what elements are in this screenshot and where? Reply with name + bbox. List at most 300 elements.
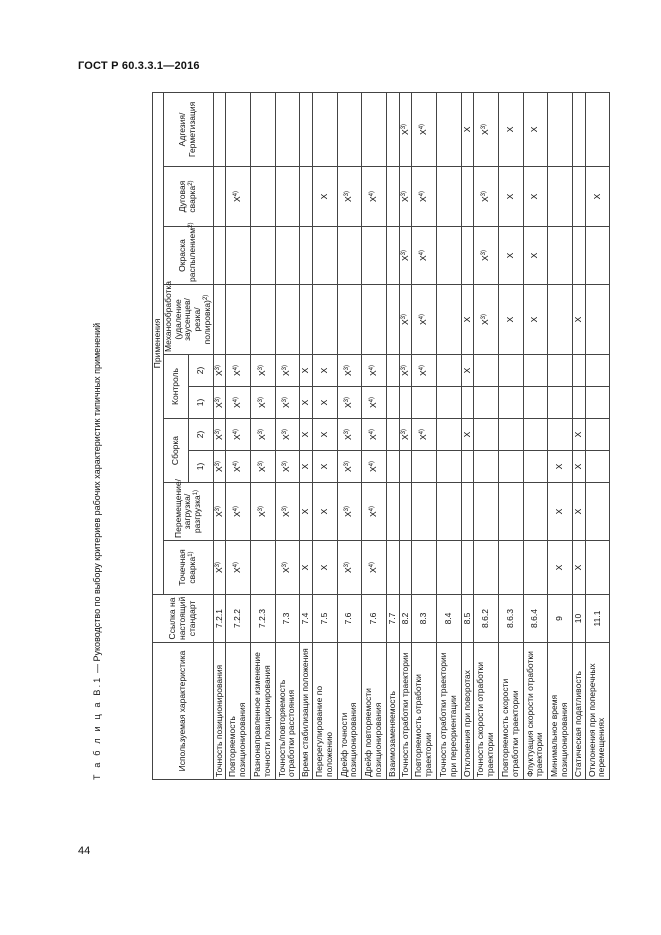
mark-cell bbox=[226, 285, 251, 355]
mark-symbol: X bbox=[368, 370, 379, 377]
mark-symbol: X bbox=[368, 567, 379, 574]
mark-cell bbox=[499, 92, 524, 166]
mark-symbol: X bbox=[368, 466, 379, 473]
mark-note: 4) bbox=[233, 191, 240, 197]
mark-cell bbox=[362, 355, 387, 387]
mark-cell bbox=[437, 419, 462, 451]
mark-symbol: X bbox=[232, 511, 243, 518]
mark-cell bbox=[251, 355, 276, 387]
mark-symbol: X bbox=[461, 126, 472, 133]
mark-cell bbox=[213, 541, 226, 595]
mark-cell bbox=[585, 387, 610, 419]
mark-cell bbox=[585, 227, 610, 285]
mark-cell bbox=[412, 167, 437, 227]
col-control-2: 2) bbox=[188, 355, 213, 387]
mark-cell bbox=[585, 451, 610, 483]
mark-cell bbox=[499, 483, 524, 541]
mark-cell bbox=[251, 167, 276, 227]
mark-cell bbox=[461, 483, 474, 541]
mark-cell bbox=[386, 387, 399, 419]
mark-cell bbox=[275, 419, 300, 451]
table-row bbox=[251, 92, 276, 779]
table-row bbox=[313, 92, 338, 779]
mark-cell bbox=[362, 167, 387, 227]
table-row bbox=[226, 92, 251, 779]
mark-cell bbox=[300, 167, 313, 227]
table-row bbox=[386, 92, 399, 779]
reference-cell: 7.2.3 bbox=[251, 595, 276, 643]
mark-cell bbox=[399, 387, 412, 419]
mark-symbol: X bbox=[343, 466, 354, 473]
mark-note: 4) bbox=[419, 250, 426, 256]
mark-cell bbox=[412, 483, 437, 541]
mark-cell bbox=[226, 387, 251, 419]
mark-cell bbox=[337, 483, 362, 541]
mark-cell bbox=[585, 419, 610, 451]
mark-note: 3) bbox=[282, 365, 289, 371]
mark-symbol: X bbox=[480, 129, 491, 135]
characteristic-cell: Статическая податливость bbox=[572, 643, 585, 780]
mark-cell bbox=[399, 419, 412, 451]
mark-cell bbox=[213, 451, 226, 483]
mark-symbol: X bbox=[368, 434, 379, 441]
mark-cell bbox=[251, 92, 276, 166]
mark-cell bbox=[499, 167, 524, 227]
mark-cell bbox=[275, 227, 300, 285]
mark-note: 3) bbox=[400, 429, 407, 435]
requirements-table bbox=[152, 92, 610, 780]
mark-note: 3) bbox=[214, 397, 221, 403]
mark-note: 3) bbox=[400, 250, 407, 256]
table-row bbox=[499, 92, 524, 779]
mark-cell bbox=[213, 285, 226, 355]
mark-note: 4) bbox=[419, 314, 426, 320]
mark-symbol: X bbox=[281, 567, 292, 574]
mark-cell bbox=[275, 285, 300, 355]
mark-cell bbox=[300, 451, 313, 483]
mark-cell bbox=[461, 227, 474, 285]
mark-cell bbox=[499, 451, 524, 483]
mark-symbol: X bbox=[300, 431, 311, 438]
mark-note: 3) bbox=[344, 562, 351, 568]
col-arc-welding-text: Дуговая сварка bbox=[177, 180, 198, 213]
mark-symbol: X bbox=[232, 402, 243, 409]
mark-symbol: X bbox=[281, 434, 292, 441]
mark-symbol: X bbox=[591, 193, 602, 200]
col-spot-welding-text: Точечная сварка bbox=[177, 549, 198, 586]
mark-note: 3) bbox=[344, 365, 351, 371]
reference-cell: 8.6.2 bbox=[474, 595, 499, 643]
mark-note: 3) bbox=[257, 506, 264, 512]
mark-cell bbox=[275, 451, 300, 483]
mark-symbol: X bbox=[343, 370, 354, 377]
mark-note: 3) bbox=[257, 461, 264, 467]
mark-cell bbox=[572, 387, 585, 419]
mark-cell bbox=[572, 541, 585, 595]
rotated-table-block bbox=[92, 93, 607, 780]
mark-cell bbox=[275, 541, 300, 595]
mark-cell bbox=[474, 167, 499, 227]
mark-note: 3) bbox=[344, 461, 351, 467]
mark-cell bbox=[226, 167, 251, 227]
mark-note: 3) bbox=[257, 365, 264, 371]
mark-cell bbox=[474, 355, 499, 387]
mark-cell bbox=[251, 483, 276, 541]
reference-cell: 7.2.1 bbox=[213, 595, 226, 643]
mark-symbol: X bbox=[399, 319, 410, 326]
mark-note: 4) bbox=[369, 191, 376, 197]
col-handling bbox=[163, 478, 213, 541]
mark-symbol: X bbox=[281, 466, 292, 473]
mark-symbol: X bbox=[213, 466, 224, 473]
characteristic-cell: Флуктуация скорости отработки траектории bbox=[523, 643, 548, 780]
mark-cell bbox=[474, 227, 499, 285]
mark-cell bbox=[437, 227, 462, 285]
table-row bbox=[213, 92, 226, 779]
mark-cell bbox=[213, 419, 226, 451]
mark-cell bbox=[399, 285, 412, 355]
mark-cell bbox=[300, 541, 313, 595]
mark-cell bbox=[412, 541, 437, 595]
mark-note: 3) bbox=[282, 562, 289, 568]
mark-cell bbox=[548, 167, 573, 227]
table-caption-text: — Руководство по выбору критериев рабочих характеристик типичных применений bbox=[92, 322, 102, 676]
mark-cell bbox=[226, 483, 251, 541]
mark-cell bbox=[548, 285, 573, 355]
mark-cell bbox=[412, 285, 437, 355]
mark-cell bbox=[437, 92, 462, 166]
mark-symbol: X bbox=[554, 564, 565, 571]
mark-cell bbox=[337, 285, 362, 355]
mark-cell bbox=[499, 355, 524, 387]
mark-symbol: X bbox=[399, 370, 410, 377]
col-arc-welding bbox=[163, 167, 213, 227]
mark-cell bbox=[412, 387, 437, 419]
mark-symbol: X bbox=[418, 129, 429, 135]
mark-symbol: X bbox=[418, 319, 429, 326]
mark-cell bbox=[437, 451, 462, 483]
mark-note: 4) bbox=[233, 461, 240, 467]
mark-cell bbox=[337, 419, 362, 451]
mark-cell bbox=[213, 387, 226, 419]
mark-symbol: X bbox=[232, 370, 243, 377]
mark-note: 4) bbox=[233, 562, 240, 568]
mark-cell bbox=[548, 541, 573, 595]
col-spot-welding-note: 1) bbox=[188, 551, 195, 557]
mark-cell bbox=[585, 285, 610, 355]
mark-cell bbox=[313, 355, 338, 387]
mark-cell bbox=[461, 387, 474, 419]
mark-cell bbox=[548, 92, 573, 166]
col-machining bbox=[162, 280, 213, 355]
mark-symbol: X bbox=[318, 193, 329, 200]
reference-cell: 8.6.3 bbox=[499, 595, 524, 643]
table-row bbox=[300, 92, 313, 779]
table-row bbox=[572, 92, 585, 779]
col-painting-text: Окраска распылением bbox=[177, 227, 198, 282]
mark-cell bbox=[499, 285, 524, 355]
mark-symbol: X bbox=[399, 196, 410, 203]
mark-symbol: X bbox=[256, 434, 267, 441]
mark-note: 4) bbox=[233, 506, 240, 512]
mark-cell bbox=[313, 92, 338, 166]
mark-note: 4) bbox=[369, 397, 376, 403]
mark-cell bbox=[399, 483, 412, 541]
mark-symbol: X bbox=[399, 129, 410, 135]
table-row bbox=[275, 92, 300, 779]
reference-cell: 7.3 bbox=[275, 595, 300, 643]
col-control: Контроль bbox=[163, 355, 188, 419]
mark-cell bbox=[461, 92, 474, 166]
table-caption bbox=[92, 93, 102, 780]
table-row bbox=[362, 92, 387, 779]
table-row bbox=[399, 92, 412, 779]
mark-symbol: X bbox=[318, 564, 329, 571]
mark-symbol: X bbox=[399, 255, 410, 262]
mark-symbol: X bbox=[504, 193, 515, 200]
mark-symbol: X bbox=[256, 466, 267, 473]
mark-cell bbox=[523, 541, 548, 595]
col-handling-note: 1) bbox=[193, 489, 200, 496]
mark-symbol: X bbox=[572, 431, 583, 438]
col-spot-welding bbox=[163, 541, 213, 595]
mark-symbol: X bbox=[554, 463, 565, 470]
mark-cell bbox=[572, 285, 585, 355]
col-assembly: Сборка bbox=[163, 419, 188, 483]
mark-symbol: X bbox=[554, 508, 565, 515]
mark-cell bbox=[213, 92, 226, 166]
mark-cell bbox=[213, 483, 226, 541]
characteristic-cell: Точность скорости отработки траектории bbox=[474, 643, 499, 780]
reference-cell: 7.6 bbox=[337, 595, 362, 643]
col-control-1: 1) bbox=[188, 387, 213, 419]
characteristic-cell: Точность/повторяемость отработки расстояния bbox=[275, 643, 300, 780]
mark-cell bbox=[213, 227, 226, 285]
mark-cell bbox=[275, 92, 300, 166]
mark-cell bbox=[461, 451, 474, 483]
mark-note: 3) bbox=[344, 397, 351, 403]
table-row bbox=[474, 92, 499, 779]
mark-cell bbox=[548, 387, 573, 419]
mark-cell bbox=[461, 541, 474, 595]
mark-cell bbox=[337, 355, 362, 387]
mark-symbol: X bbox=[300, 564, 311, 571]
mark-cell bbox=[437, 483, 462, 541]
mark-cell bbox=[523, 92, 548, 166]
mark-cell bbox=[523, 419, 548, 451]
mark-symbol: X bbox=[232, 196, 243, 203]
mark-cell bbox=[548, 483, 573, 541]
table-row bbox=[412, 92, 437, 779]
mark-note: 3) bbox=[400, 365, 407, 371]
mark-symbol: X bbox=[256, 511, 267, 518]
mark-cell bbox=[399, 92, 412, 166]
mark-cell bbox=[572, 451, 585, 483]
mark-note: 3) bbox=[214, 506, 221, 512]
mark-cell bbox=[585, 92, 610, 166]
mark-symbol: X bbox=[318, 508, 329, 515]
characteristic-cell: Точность позиционирования bbox=[213, 643, 226, 780]
characteristic-cell: Отклонения при поперечных перемещениях bbox=[585, 643, 610, 780]
mark-symbol: X bbox=[529, 193, 540, 200]
mark-cell bbox=[523, 483, 548, 541]
mark-note: 3) bbox=[481, 191, 488, 197]
mark-cell bbox=[523, 227, 548, 285]
mark-note: 3) bbox=[481, 314, 488, 320]
reference-cell: 7.7 bbox=[386, 595, 399, 643]
mark-symbol: X bbox=[232, 434, 243, 441]
mark-cell bbox=[412, 355, 437, 387]
mark-symbol: X bbox=[300, 508, 311, 515]
mark-symbol: X bbox=[232, 466, 243, 473]
mark-symbol: X bbox=[213, 511, 224, 518]
mark-symbol: X bbox=[281, 370, 292, 377]
mark-cell bbox=[499, 227, 524, 285]
mark-cell bbox=[313, 541, 338, 595]
mark-cell bbox=[523, 285, 548, 355]
table-row bbox=[437, 92, 462, 779]
mark-symbol: X bbox=[300, 367, 311, 374]
mark-cell bbox=[548, 419, 573, 451]
mark-symbol: X bbox=[480, 255, 491, 262]
mark-cell bbox=[251, 387, 276, 419]
mark-note: 3) bbox=[282, 397, 289, 403]
mark-cell bbox=[474, 451, 499, 483]
mark-cell bbox=[362, 227, 387, 285]
mark-cell bbox=[251, 451, 276, 483]
mark-symbol: X bbox=[418, 370, 429, 377]
col-machining-text: Механообработка (удаление заусенцев/резка/полировка) bbox=[162, 280, 212, 352]
mark-cell bbox=[226, 451, 251, 483]
mark-cell bbox=[386, 483, 399, 541]
mark-cell bbox=[523, 355, 548, 387]
mark-cell bbox=[226, 419, 251, 451]
mark-symbol: X bbox=[318, 463, 329, 470]
mark-cell bbox=[572, 419, 585, 451]
mark-note: 4) bbox=[419, 123, 426, 130]
mark-symbol: X bbox=[572, 508, 583, 515]
mark-cell bbox=[226, 92, 251, 166]
mark-symbol: X bbox=[213, 434, 224, 441]
mark-cell bbox=[213, 167, 226, 227]
mark-cell bbox=[300, 387, 313, 419]
mark-symbol: X bbox=[418, 255, 429, 262]
characteristic-cell: Дрейф точности позиционирования bbox=[337, 643, 362, 780]
mark-cell bbox=[275, 483, 300, 541]
mark-cell bbox=[412, 92, 437, 166]
mark-cell bbox=[275, 355, 300, 387]
mark-symbol: X bbox=[529, 252, 540, 259]
mark-cell bbox=[499, 387, 524, 419]
mark-cell bbox=[313, 167, 338, 227]
mark-cell bbox=[474, 285, 499, 355]
mark-cell bbox=[437, 355, 462, 387]
mark-cell bbox=[275, 167, 300, 227]
reference-cell: 7.6 bbox=[362, 595, 387, 643]
document-id: ГОСТ Р 60.3.3.1—2016 bbox=[78, 60, 200, 72]
mark-symbol: X bbox=[343, 434, 354, 441]
page-number: 44 bbox=[78, 845, 91, 857]
mark-cell bbox=[461, 285, 474, 355]
mark-symbol: X bbox=[318, 399, 329, 406]
reference-cell: 10 bbox=[572, 595, 585, 643]
mark-symbol: X bbox=[461, 431, 472, 438]
mark-note: 4) bbox=[369, 562, 376, 568]
reference-cell: 7.5 bbox=[313, 595, 338, 643]
mark-cell bbox=[337, 227, 362, 285]
mark-cell bbox=[572, 92, 585, 166]
mark-symbol: X bbox=[281, 402, 292, 409]
mark-cell bbox=[300, 285, 313, 355]
mark-symbol: X bbox=[256, 402, 267, 409]
mark-cell bbox=[523, 167, 548, 227]
mark-note: 3) bbox=[481, 250, 488, 256]
col-adhesion: Адгезия/Герметизация bbox=[163, 92, 213, 166]
characteristic-cell: Отклонения при поворотах bbox=[461, 643, 474, 780]
mark-cell bbox=[585, 355, 610, 387]
mark-cell bbox=[337, 387, 362, 419]
header-row-1 bbox=[153, 92, 164, 779]
mark-note: 3) bbox=[481, 123, 488, 130]
mark-symbol: X bbox=[256, 370, 267, 377]
col-painting-note: 2) bbox=[188, 222, 195, 228]
mark-note: 3) bbox=[214, 365, 221, 371]
mark-cell bbox=[300, 92, 313, 166]
mark-note: 3) bbox=[282, 429, 289, 435]
mark-cell bbox=[548, 227, 573, 285]
mark-symbol: X bbox=[529, 126, 540, 133]
mark-symbol: X bbox=[343, 402, 354, 409]
mark-note: 3) bbox=[214, 562, 221, 568]
mark-cell bbox=[437, 541, 462, 595]
mark-symbol: X bbox=[281, 511, 292, 518]
mark-note: 3) bbox=[214, 461, 221, 467]
mark-cell bbox=[474, 387, 499, 419]
characteristic-cell: Время стабилизации положения bbox=[300, 643, 313, 780]
mark-cell bbox=[399, 355, 412, 387]
mark-cell bbox=[386, 419, 399, 451]
mark-symbol: X bbox=[343, 567, 354, 574]
mark-cell bbox=[499, 541, 524, 595]
table-row bbox=[337, 92, 362, 779]
mark-cell bbox=[362, 483, 387, 541]
mark-cell bbox=[399, 227, 412, 285]
mark-note: 4) bbox=[419, 365, 426, 371]
mark-note: 3) bbox=[344, 191, 351, 197]
mark-cell bbox=[461, 167, 474, 227]
mark-cell bbox=[313, 227, 338, 285]
col-applications: Применения bbox=[153, 92, 164, 594]
table-row bbox=[523, 92, 548, 779]
mark-symbol: X bbox=[368, 511, 379, 518]
mark-cell bbox=[585, 541, 610, 595]
mark-note: 4) bbox=[419, 429, 426, 435]
mark-symbol: X bbox=[232, 567, 243, 574]
mark-symbol: X bbox=[300, 399, 311, 406]
mark-cell bbox=[523, 387, 548, 419]
mark-symbol: X bbox=[318, 431, 329, 438]
mark-symbol: X bbox=[504, 316, 515, 323]
mark-cell bbox=[251, 419, 276, 451]
mark-cell bbox=[386, 227, 399, 285]
mark-cell bbox=[412, 227, 437, 285]
mark-cell bbox=[313, 387, 338, 419]
characteristic-cell: Повторяемость скорости отработки траектории bbox=[499, 643, 524, 780]
mark-cell bbox=[226, 355, 251, 387]
mark-cell bbox=[386, 541, 399, 595]
mark-cell bbox=[474, 92, 499, 166]
mark-cell bbox=[362, 541, 387, 595]
